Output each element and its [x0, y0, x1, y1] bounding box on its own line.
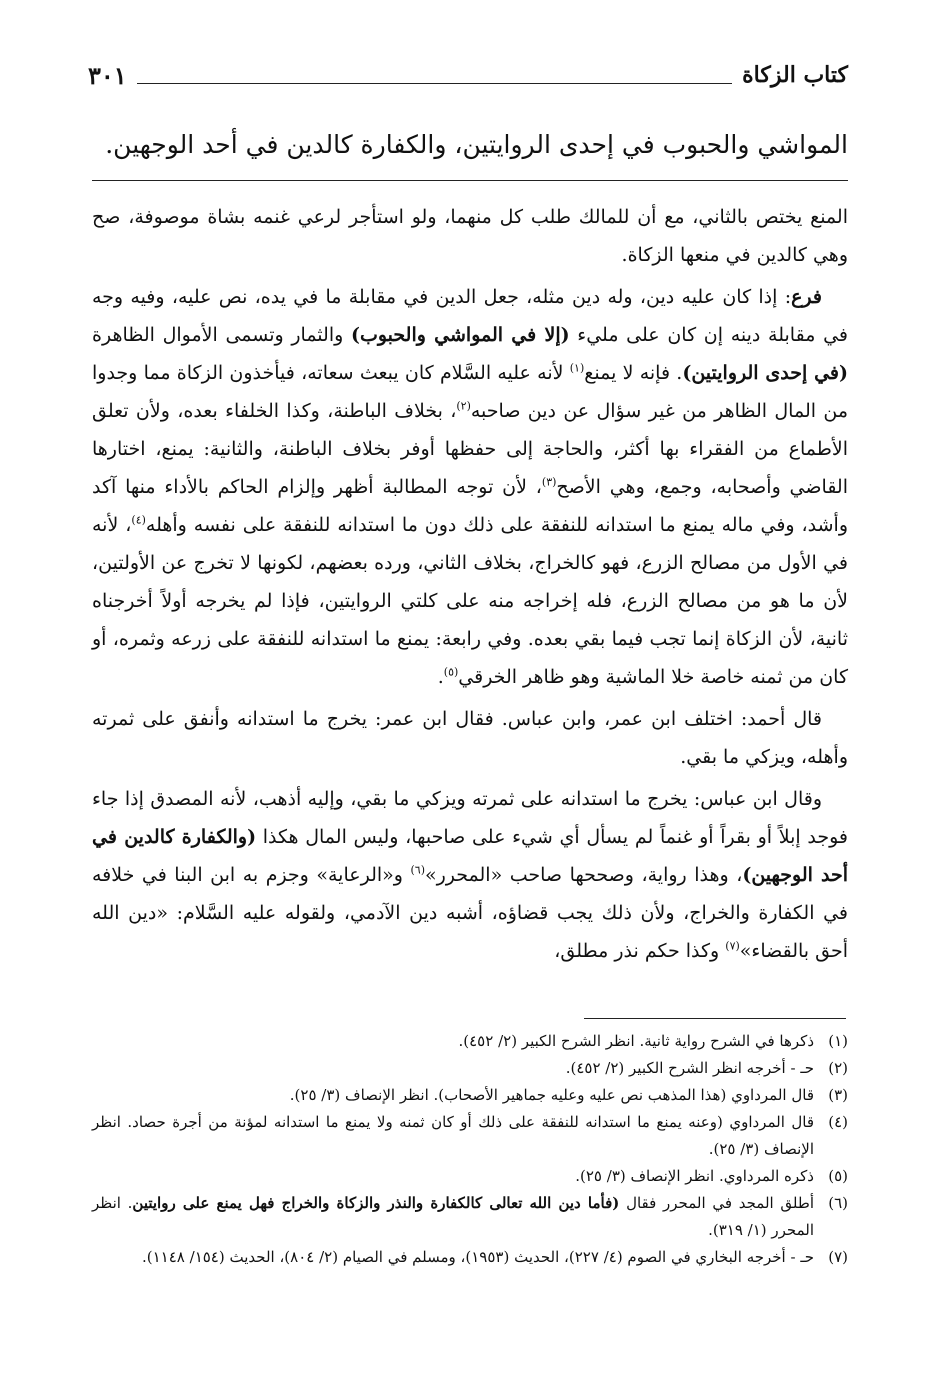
footnote-divider — [584, 1018, 846, 1019]
footnote-ref-7[interactable]: (٧) — [725, 939, 740, 953]
commentary-paragraph-1: المنع يختص بالثاني، مع أن للمالك طلب كل منهما، ولو استأجر لرعي غنمه بشاة موصوفة، صح وهي كالدين في منعها الزكاة. — [92, 206, 848, 266]
far-label: فرع — [791, 286, 822, 308]
footnote-number: (٤) — [828, 1113, 848, 1131]
text-run: . فإنه لا يمنع — [584, 362, 683, 384]
footnote — [92, 1244, 848, 1271]
text-run: ، بخلاف الباطنة، وكذا الخلفاء بعده، ولأن تعلق الأطماع من الفقراء بها أكثر، والحاجة إلى حفظها أوفر بخلاف الباطنة، والثانية: يمنع، اختارها القاضي وأصحابه، وجمع، وهي الأصح — [92, 400, 848, 498]
text-run: ، لأن توجه المطالبة أظهر وإلزام الحاكم بالأداء منها آكد وأشد، وفي ماله يمنع ما استدانه للنفقة على ذلك دون ما استدانه للنفقة على نفسه وأهله — [92, 476, 849, 536]
footnote-number: (٥) — [828, 1167, 848, 1185]
footnote-text: حـ - أخرجه انظر الشرح الكبير (٢/ ٤٥٢). — [565, 1059, 814, 1077]
quote-bold: (فأما دين الله تعالى كالكفارة والنذر والزكاة والخراج فهل يمنع على روايتين — [132, 1194, 620, 1212]
footnote-ref-6[interactable]: (٦) — [410, 863, 425, 877]
text-run: . — [437, 666, 444, 688]
text-run: وكذا حكم نذر مطلق، — [554, 940, 726, 962]
commentary — [92, 198, 848, 974]
footnote-text — [92, 1190, 814, 1244]
footnote — [92, 1163, 848, 1190]
footnotes — [92, 1028, 848, 1271]
footnote-number: (٧) — [828, 1248, 848, 1266]
footnote-text: قال المرداوي (هذا المذهب نص عليه وعليه جماهير الأصحاب). انظر الإنصاف (٣/ ٢٥). — [289, 1086, 814, 1104]
footnote — [92, 1190, 848, 1244]
footnote — [92, 1082, 848, 1109]
commentary-paragraph-2 — [92, 278, 848, 696]
footnote-number: (١) — [828, 1032, 848, 1050]
matn-quote: (إلا في المواشي والحبوب) — [350, 324, 570, 346]
footnote-text: حـ - أخرجه البخاري في الصوم (٤/ ٢٢٧)، الحديث (١٩٥٣)، ومسلم في الصيام (٢/ ٨٠٤)، الحديث (١٥٤/ ١١٤٨). — [142, 1248, 814, 1266]
matn-quote: (والكفارة كالدين في أحد الوجهين) — [92, 826, 848, 886]
footnote-number: (٢) — [828, 1059, 848, 1077]
text-run: ، وهذا رواية، وصححها صاحب «المحرر» — [424, 864, 743, 886]
matn-text: المواشي والحبوب في إحدى الروايتين، والكفارة كالدين في أحد الوجهين. — [105, 130, 848, 159]
text-run: . انظر المحرر (١/ ٣١٩). — [92, 1194, 814, 1239]
matn-divider — [92, 180, 848, 181]
text-run: لأنه عليه السَّلام كان يبعث سعاته، فيأخذون الزكاة مما وجدوا من المال الظاهر من غير سؤال عن دين صاحبه — [92, 362, 848, 422]
text-run: : إذا كان عليه دين، وله دين مثله، جعل الدين في مقابلة ما في يده، نص عليه، وفيه وجه في مقابلة دينه إن كان على مليء — [92, 286, 848, 346]
text-run: وقال ابن عباس: يخرج ما استدانه على ثمرته ويزكي ما بقي، وإليه أذهب، لأنه المصدق إذا جاء فوجد إبلاً أو بقراً أو غنماً لم يسأل أي شيء على صاحبها، وليس المال هكذا — [92, 788, 848, 848]
footnote-number: (٣) — [828, 1086, 848, 1104]
commentary-paragraph-3: قال أحمد: اختلف ابن عمر، وابن عباس. فقال ابن عمر: يخرج ما استدانه وأنفق على ثمرته وأهله، ويزكي ما بقي. — [92, 708, 848, 768]
header-rule — [137, 83, 732, 84]
footnote-text: ذكره المرداوي. انظر الإنصاف (٣/ ٢٥). — [575, 1167, 814, 1185]
footnote-ref-4[interactable]: (٤) — [131, 513, 146, 527]
footnote-ref-1[interactable]: (١) — [569, 361, 585, 375]
footnote-number: (٦) — [828, 1194, 848, 1212]
footnote-text: قال المرداوي (وعنه يمنع ما استدانه للنفقة على ذلك أو كان ثمنه ولا يمنع ما استدانه لمؤنة من أجرة حصاد. انظر الإنصاف (٣/ ٢٥). — [92, 1113, 814, 1158]
commentary-paragraph-4 — [92, 780, 848, 970]
footnote — [92, 1028, 848, 1055]
text-run: والثمار وتسمى الأموال الظاهرة — [92, 324, 351, 346]
footnote — [92, 1109, 848, 1163]
footnote-ref-2[interactable]: (٢) — [456, 399, 471, 413]
text-run: أطلق المجد في المحرر فقال — [619, 1194, 814, 1212]
running-header — [88, 55, 848, 95]
footnote-ref-5[interactable]: (٥) — [443, 665, 459, 679]
footnote-ref-3[interactable]: (٣) — [541, 475, 557, 489]
footnote — [92, 1055, 848, 1082]
book-title: كتاب الزكاة — [742, 62, 848, 88]
page-number: ٣٠١ — [88, 60, 127, 90]
text-run: و«الرعاية» وجزم به ابن البنا في خلافه في الكفارة والخراج، ولأن ذلك يجب قضاؤه، أشبه دين الآدمي، ولقوله عليه السَّلام: «دين الله أحق بالقضاء» — [92, 864, 848, 962]
footnote-text: ذكرها في الشرح رواية ثانية. انظر الشرح الكبير (٢/ ٤٥٢). — [458, 1032, 814, 1050]
matn-quote: (في إحدى الروايتين) — [682, 362, 848, 384]
text-run: ، لأنه في الأول من مصالح الزرع، فهو كالخراج، بخلاف الثاني، ورده بعضهم، لكونها لا تخرج عن الأولتين، لأن ما هو من مصالح الزرع، فله إخراجه منه على كلتي الروايتين، فإذا لم يخرجه أولاً أخرجناه ثانية، لأن الزكاة إنما تجب فيما بقي بعده. وفي رابعة: يمنع ما استدانه للنفقة على زرعه وثمره، أو كان من ثمنه خاصة خلا الماشية وهو ظاهر الخرقي — [92, 514, 848, 688]
